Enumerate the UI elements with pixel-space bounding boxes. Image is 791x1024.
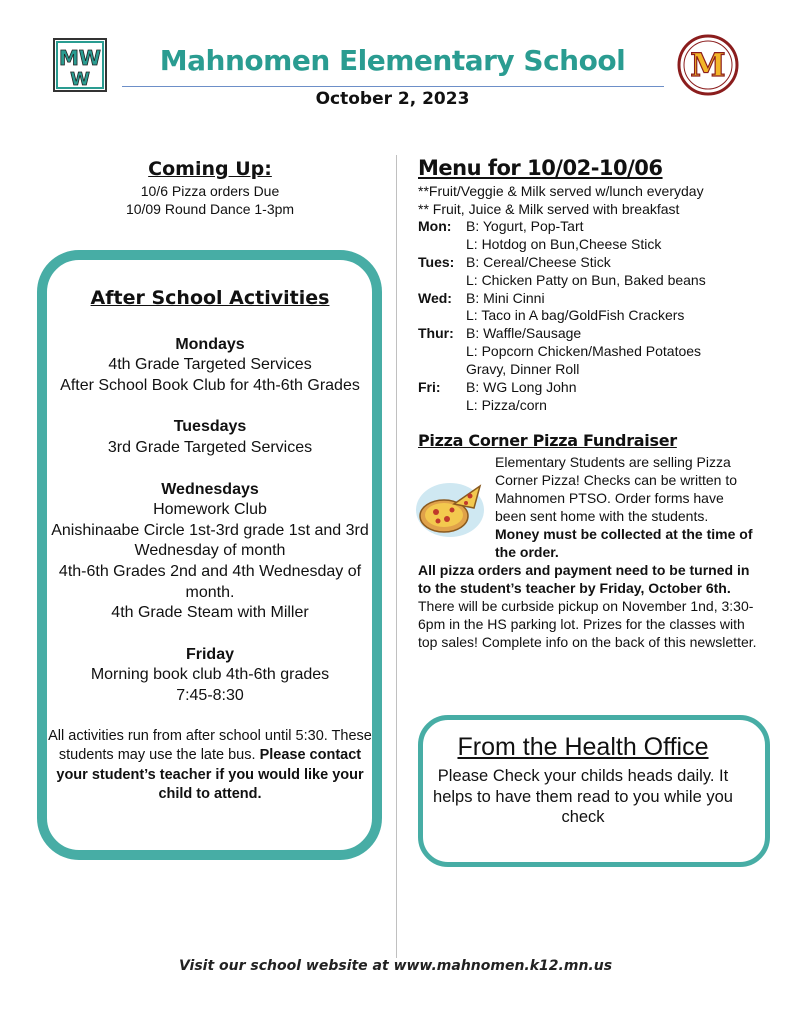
menu-day: Thur: [418,325,454,342]
activities-note-plain: All activities run from after school until 5:30. These students may use the late bus. [48,727,372,763]
activity-line: After School Book Club for 4th-6th Grades [60,376,360,394]
menu-meal: B: Mini Cinni [466,289,545,306]
fundraiser-bottom-plain: There will be curbside pickup on November 1nd, 3:30-6pm in the HS parking lot. Prizes for the classes with top sales! Complete info on the back of this newsletter. [418,598,757,650]
issue-date: October 2, 2023 [315,89,470,109]
activity-line: 7:45-8:30 [176,686,244,704]
svg-text:M: M [690,46,726,84]
menu-notes [418,182,778,218]
menu-row [418,343,778,361]
health-title: From the Health Office [457,733,709,761]
website-footer: Visit our school website at www.mahnomen.k12.mn.us [178,958,613,974]
menu-row [418,290,778,308]
fundraiser-bottom-bold: All pizza orders and payment need to be turned in to the student’s teacher by Friday, October 6th. [418,562,750,596]
menu-meal: L: Taco in A bag/GoldFish Crackers [466,307,685,324]
activities-content [44,288,376,805]
activity-line: 4th-6th Grades 2nd and 4th Wednesday of month. [58,562,362,601]
menu-title: Menu for 10/02-10/06 [418,156,663,180]
activity-day-block [44,480,376,624]
menu-meal: L: Hotdog on Bun,Cheese Stick [466,235,662,252]
svg-text:MW: MW [59,46,101,70]
fundraiser-side-text [495,453,755,561]
menu-row [418,218,778,236]
menu-meal: B: Cereal/Cheese Stick [466,253,611,270]
coming-up-item: 10/09 Round Dance 1-3pm [125,201,295,217]
mw-logo-icon [53,38,107,92]
menu-row [418,307,778,325]
menu-note: ** Fruit, Juice & Milk served with breakfast [418,201,680,217]
activity-day-block [44,645,376,707]
coming-up-item: 10/6 Pizza orders Due [140,183,280,199]
menu-note: **Fruit/Veggie & Milk served w/lunch everyday [418,183,704,199]
m-logo-icon [677,34,739,96]
menu-row [418,254,778,272]
menu-row [418,272,778,290]
coming-up-list [50,182,370,218]
activity-line: 4th Grade Steam with Miller [111,604,309,622]
activities-note-bold: Please contact your student’s teacher if you would like your child to attend. [56,747,364,802]
activity-line: 3rd Grade Targeted Services [107,438,313,456]
fundraiser-bottom-text [418,561,758,651]
activity-day: Mondays [175,335,245,353]
activity-line: Homework Club [153,501,267,519]
menu-meal: B: WG Long John [466,379,577,396]
menu-row [418,361,778,379]
activity-day: Friday [185,645,234,663]
menu-row [418,397,778,415]
school-name: Mahnomen Elementary School [159,44,626,77]
activities-note [44,727,376,805]
health-text: Please Check your childs heads daily. It helps to have them read to you while you check [433,767,733,826]
fundraiser-title: Pizza Corner Pizza Fundraiser [418,431,677,450]
menu-meal: L: Popcorn Chicken/Mashed Potatoes [466,343,702,360]
coming-up-title: Coming Up: [148,158,272,180]
menu-meal: L: Pizza/corn [466,396,547,413]
activity-day: Wednesdays [161,480,259,498]
fundraiser-side-plain: Elementary Students are selling Pizza Corner Pizza! Checks can be written to Mahnomen PTSO. Order forms have been sent home with the students. [495,454,737,524]
title-rule [122,86,664,87]
menu-meal: Gravy, Dinner Roll [466,361,580,378]
activity-line: Anishinaabe Circle 1st-3rd grade 1st and 3rd Wednesday of month [51,521,369,560]
menu-row [418,379,778,397]
menu-day: Wed: [418,289,452,306]
pizza-icon [414,474,486,540]
menu-row [418,325,778,343]
activities-title: After School Activities [90,287,330,309]
activity-line: Morning book club 4th-6th grades [90,666,330,684]
menu-meal: L: Chicken Patty on Bun, Baked beans [466,271,706,288]
activity-line: 4th Grade Targeted Services [108,356,312,374]
activity-day-block [44,335,376,397]
menu-meal: B: Waffle/Sausage [466,325,582,342]
menu-row [418,236,778,254]
menu-day: Fri: [418,379,441,396]
activity-day-block [44,417,376,458]
menu-day: Tues: [418,253,455,270]
svg-text:W: W [70,69,90,90]
menu-meal: B: Yogurt, Pop-Tart [466,218,584,234]
menu-day: Mon: [418,218,452,234]
fundraiser-side-bold: Money must be collected at the time of the order. [495,526,753,560]
activity-day: Tuesdays [173,418,247,436]
menu-table [418,218,778,415]
column-divider [396,155,397,958]
